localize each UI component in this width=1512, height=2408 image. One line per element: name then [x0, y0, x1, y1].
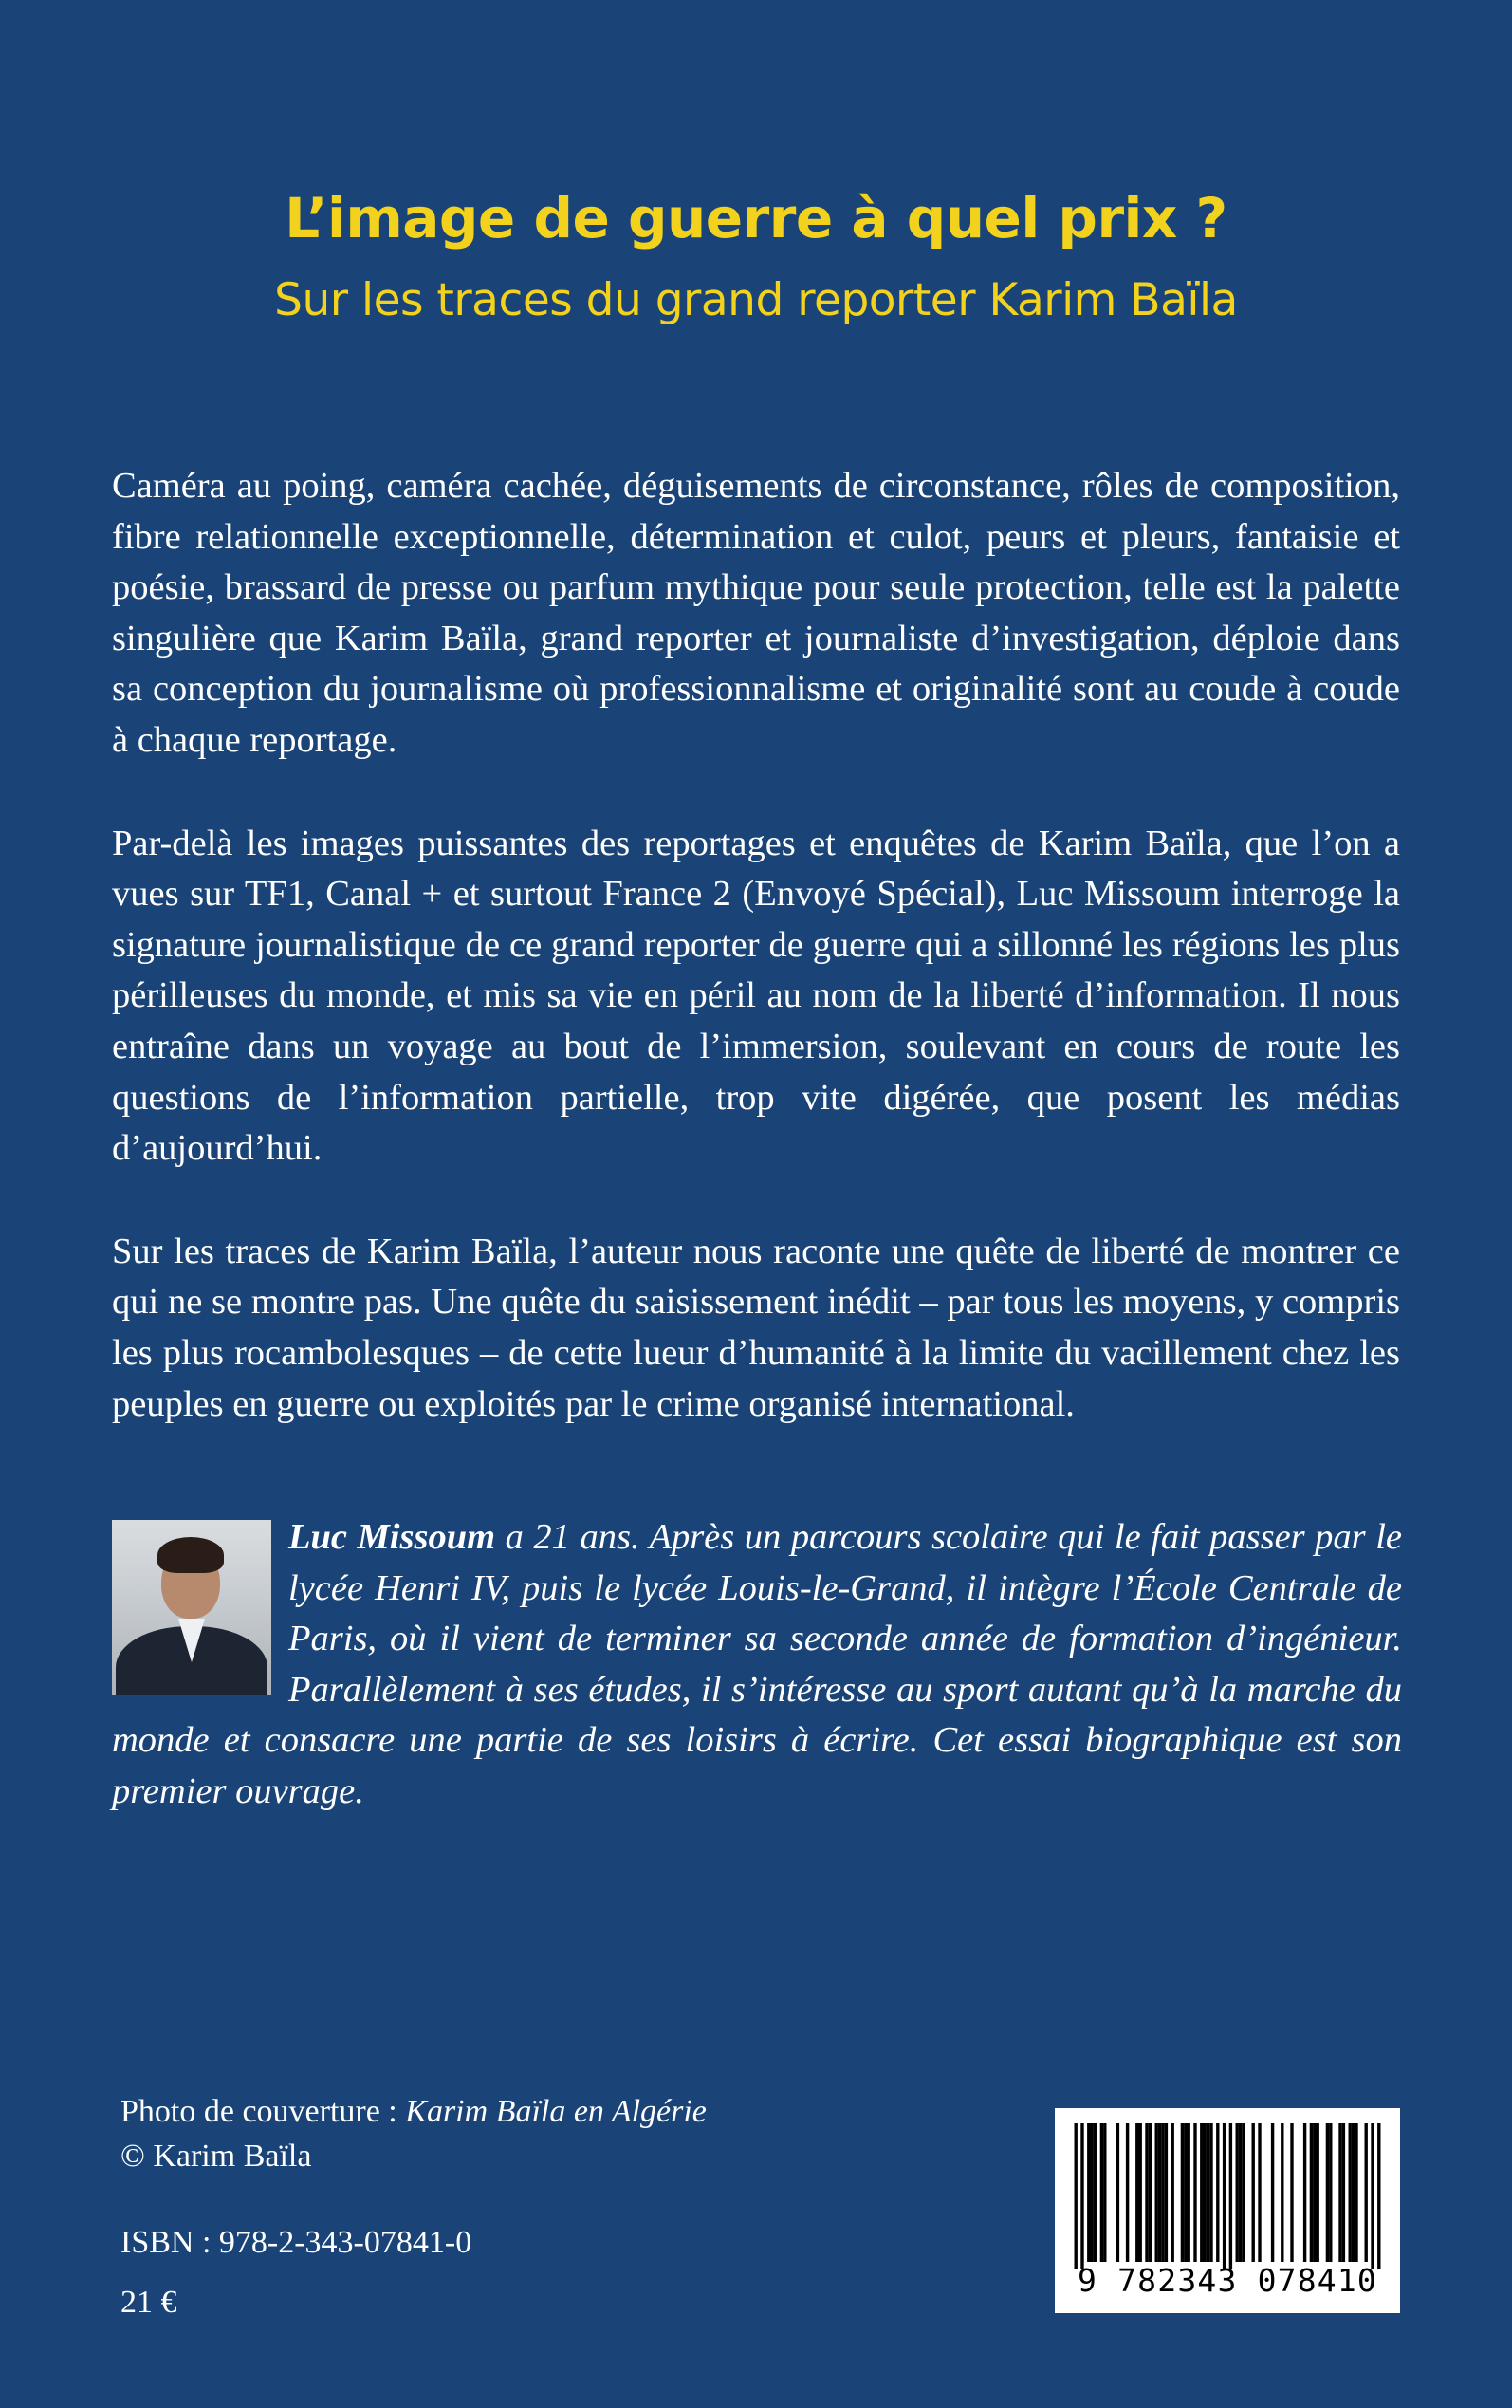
barcode-bar [1204, 2123, 1207, 2262]
barcode-bar [1171, 2123, 1174, 2262]
barcode-bar [1181, 2123, 1184, 2262]
barcode-bar [1149, 2123, 1152, 2262]
barcode [1055, 2108, 1400, 2313]
barcode-bar [1091, 2123, 1094, 2262]
author-photo [112, 1520, 271, 1695]
barcode-bar [1193, 2123, 1196, 2262]
barcode-bar [1161, 2123, 1164, 2262]
barcode-bar [1158, 2123, 1161, 2262]
barcode-bar [1223, 2123, 1226, 2269]
barcode-bar [1313, 2123, 1316, 2262]
barcode-bar [1352, 2123, 1355, 2262]
barcode-bar [1229, 2123, 1232, 2269]
barcode-bar [1258, 2123, 1261, 2262]
barcode-bar [1349, 2123, 1352, 2262]
barcode-bar [1207, 2123, 1209, 2262]
photo-credit-label: Photo de couverture : [120, 2094, 406, 2129]
barcode-bar [1355, 2123, 1357, 2262]
blurb-paragraph-3: Sur les traces de Karim Baïla, l’auteur nous raconte une quête de liberté de montrer ce qui ne se montre pas. Une quête du saisissement inédit – par tous les moyens, y compris les plus rocambolesques – de cette lueur d’humanité à la limite du vacillement chez les peuples en guerre ou exploités par le crime organisé international. [112, 1231, 1400, 1424]
barcode-bar [1329, 2123, 1332, 2262]
isbn: ISBN : 978-2-343-07841-0 [120, 2225, 472, 2260]
barcode-bar [1116, 2123, 1119, 2262]
barcode-bar [1271, 2123, 1274, 2262]
book-title: L’image de guerre à quel prix ? [285, 186, 1227, 250]
book-subtitle: Sur les traces du grand reporter Karim Baïla [274, 274, 1238, 326]
barcode-bar [1236, 2123, 1239, 2262]
barcode-bar [1100, 2123, 1103, 2262]
author-bio [112, 1512, 1402, 1818]
barcode-bar [1242, 2123, 1245, 2262]
barcode-bar [1371, 2123, 1374, 2269]
barcode-bar [1338, 2123, 1341, 2262]
photo-credits [120, 2089, 707, 2178]
barcode-bar [1139, 2123, 1142, 2262]
barcode-bar [1216, 2123, 1219, 2262]
barcode-bar [1303, 2123, 1306, 2262]
barcode-bar [1310, 2123, 1313, 2262]
barcode-bar [1377, 2123, 1380, 2269]
blurb-paragraph-2: Par-delà les images puissantes des reportages et enquêtes de Karim Baïla, que l’on a vues sur TF1, Canal + et surtout France 2 (Envoyé Spécial), Luc Missoum interroge la signature journalistique de ce grand reporter de guerre qui a sillonné les régions les plus périlleuses du monde, et mis sa vie en péril au nom de la liberté d’information. Il nous entraîne dans un voyage au bout de l’immersion, soulevant en cours de route les questions de l’information partielle, trop vite digérée, que posent les médias d’aujourd’hui. [112, 823, 1400, 1169]
isbn-block [120, 2220, 471, 2325]
barcode-bar [1342, 2123, 1345, 2262]
photo-credit-title: Karim Baïla en Algérie [405, 2094, 707, 2129]
barcode-bar [1080, 2123, 1083, 2269]
barcode-bar [1188, 2123, 1190, 2262]
barcode-bar [1184, 2123, 1187, 2262]
barcode-bar [1200, 2123, 1203, 2262]
blurb-paragraph-1: Caméra au poing, caméra cachée, déguisements de circonstance, rôles de composition, fibre relationnelle exceptionnelle, détermination et culot, peurs et pleurs, fantaisie et poésie, brassard de presse ou parfum mythique pour seule protection, telle est la palette singulière que Karim Baïla, grand reporter et journaliste d’investigation, déploie dans sa conception du journalisme où professionnalisme et originalité sont au coude à coude à chaque reportage. [112, 466, 1400, 760]
author-name: Luc Missoum [288, 1517, 496, 1557]
barcode-bar [1365, 2123, 1368, 2262]
barcode-bar [1326, 2123, 1329, 2262]
barcode-bar [1155, 2123, 1158, 2262]
barcode-bar [1317, 2123, 1319, 2262]
barcode-bar [1103, 2123, 1106, 2262]
barcode-bar [1290, 2123, 1293, 2262]
barcode-digits: 9 782343 078410 [1077, 2262, 1377, 2299]
barcode-bar [1135, 2123, 1138, 2262]
barcode-bar [1239, 2123, 1242, 2262]
photo-copyright: © Karim Baïla [120, 2139, 312, 2174]
barcode-bar [1145, 2123, 1148, 2262]
barcode-bar [1165, 2123, 1168, 2262]
barcode-bar [1126, 2123, 1129, 2262]
barcode-bar [1252, 2123, 1255, 2262]
barcode-bar [1087, 2123, 1090, 2262]
blurb [112, 461, 1400, 1482]
author-bio-text: a 21 ans. Après un parcours scolaire qui le fait passer par le lycée Henri IV, puis le lycée Louis-le-Grand, il intègre l’École Centrale de Paris, où il vient de terminer sa seconde année de formation d’ingénieur. Parallèlement à ses études, il s’intéresse au sport autant qu’à la marche du monde et consacre une partie de ses loisirs à écrire. Cet essai biographique est son premier ouvrage. [112, 1517, 1402, 1811]
header [0, 180, 1512, 334]
barcode-bar [1075, 2123, 1078, 2269]
barcode-bar [1094, 2123, 1097, 2262]
price: 21 € [120, 2285, 177, 2320]
barcode-bar [1281, 2123, 1283, 2262]
barcode-bar [1209, 2123, 1212, 2262]
